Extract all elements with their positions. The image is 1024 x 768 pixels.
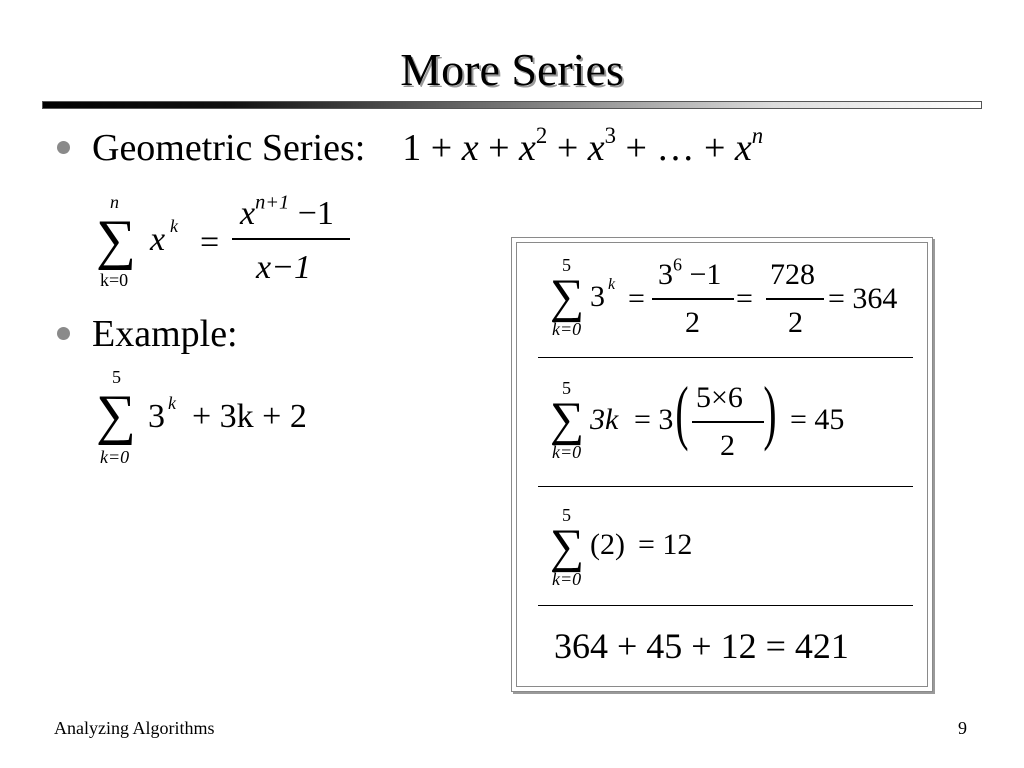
equals-three: = 3 [634, 403, 674, 436]
sigma-upper-limit: 5 [562, 505, 571, 525]
expr-one: 1 [402, 127, 422, 169]
numerator-rest: −1 [297, 195, 334, 232]
fraction-numerator [240, 191, 334, 234]
fraction-1-denominator: 2 [685, 306, 700, 339]
worked-row-3 [540, 505, 920, 595]
term-rest: + 3k + 2 [192, 398, 307, 435]
term: 3k [590, 403, 619, 436]
worked-row-1 [540, 255, 920, 345]
bullet-example: Example: [92, 313, 238, 355]
page-number: 9 [958, 718, 967, 738]
numerator-base: 3 [658, 258, 673, 291]
expr-x: x [519, 127, 536, 169]
formula-example [90, 365, 390, 475]
sigma-icon: ∑ [96, 209, 136, 271]
term-base: 3 [148, 398, 165, 435]
numerator-base: x [240, 195, 256, 232]
expr-plus: + [430, 127, 453, 169]
right-paren: ) [763, 372, 777, 452]
expr-x: x [461, 127, 479, 169]
fraction-2-numerator: 728 [770, 258, 815, 291]
row-divider [538, 486, 913, 487]
bullet-dot-icon [57, 141, 70, 154]
sigma-upper-limit: n [110, 192, 119, 212]
expr-plus: + [556, 127, 579, 169]
fraction-denominator: x−1 [256, 249, 312, 286]
sigma-icon: ∑ [550, 270, 585, 323]
term: (2) [590, 528, 625, 561]
expr-x: x [734, 127, 752, 169]
fraction-bar [692, 421, 764, 423]
sigma-upper-limit: 5 [562, 378, 571, 398]
term-exponent: k [168, 393, 176, 413]
bullet-dot-icon [57, 327, 70, 340]
fraction-bar [232, 238, 350, 240]
sigma-upper-limit: 5 [112, 367, 121, 387]
worked-row-4-total: 364 + 45 + 12 = 421 [554, 626, 849, 666]
equals-sign: = [736, 282, 753, 315]
formula-geometric-sum [90, 190, 370, 300]
fraction-1-numerator [658, 255, 721, 295]
sigma-upper-limit: 5 [562, 255, 571, 275]
sigma-lower-limit: k=0 [100, 270, 129, 290]
title-underline-bar [42, 101, 982, 109]
bullet-label: Geometric Series: [92, 127, 366, 169]
fraction-1-bar [652, 298, 734, 300]
row-2-result: = 45 [790, 403, 845, 436]
expr-exponent: n [751, 122, 764, 148]
term-exponent: k [608, 276, 616, 293]
sigma-icon: ∑ [550, 393, 585, 446]
sigma-lower-limit: k=0 [552, 319, 582, 339]
expr-ellipsis: … [656, 127, 695, 169]
sigma-lower-limit: k=0 [552, 569, 582, 589]
sigma-lower-limit: k=0 [552, 442, 582, 462]
bullet-geometric-series [92, 122, 764, 170]
row-divider [538, 357, 913, 358]
term-base: x [150, 221, 166, 258]
equals-sign: = [628, 282, 645, 315]
slide-title: More Series [400, 44, 624, 95]
row-1-result: = 364 [828, 282, 898, 315]
expr-plus: + [625, 127, 647, 169]
expr-exponent: 3 [604, 122, 617, 148]
footer-course-title: Analyzing Algorithms [54, 718, 215, 738]
row-3-result: = 12 [638, 528, 693, 561]
sigma-lower-limit: k=0 [100, 447, 130, 467]
numerator-exponent: n+1 [255, 191, 290, 214]
sigma-icon: ∑ [550, 520, 585, 573]
fraction-numerator: 5×6 [696, 381, 743, 414]
expr-exponent: 2 [535, 122, 548, 148]
term-base: 3 [590, 280, 605, 313]
row-divider [538, 605, 913, 606]
numerator-exponent: 6 [673, 254, 682, 275]
fraction-2-denominator: 2 [788, 306, 803, 339]
worked-row-2 [540, 372, 920, 468]
expr-plus: + [488, 127, 510, 169]
numerator-rest: −1 [689, 258, 722, 291]
fraction-denominator: 2 [720, 429, 735, 462]
equals-sign: = [200, 224, 220, 261]
expr-x: x [587, 127, 605, 169]
left-paren: ( [675, 372, 689, 452]
sigma-icon: ∑ [96, 384, 136, 446]
term-exponent: k [170, 216, 178, 236]
expr-plus: + [703, 127, 726, 169]
fraction-2-bar [766, 298, 824, 300]
